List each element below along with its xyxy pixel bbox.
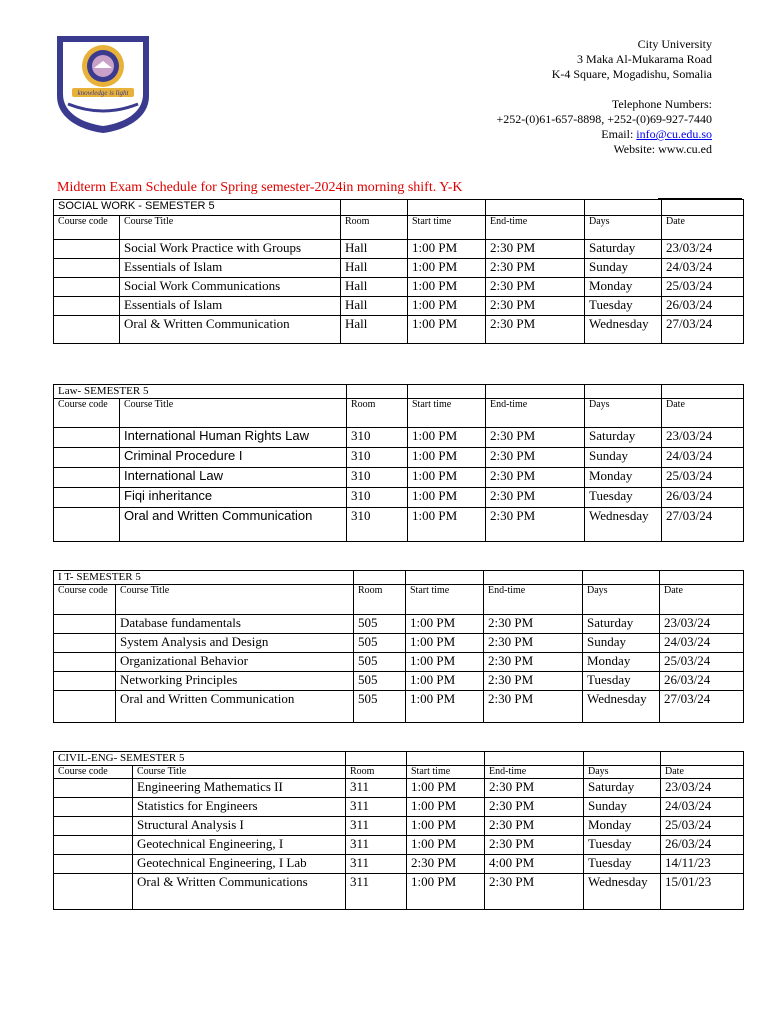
cell-start: 1:00 PM bbox=[408, 297, 486, 316]
cell-start: 1:00 PM bbox=[408, 240, 486, 259]
empty-cell bbox=[406, 571, 484, 585]
course-code-cell bbox=[54, 278, 120, 297]
email-label: Email: bbox=[601, 127, 637, 141]
column-header: End-time bbox=[485, 766, 584, 779]
cell-start: 2:30 PM bbox=[407, 855, 485, 874]
cell-room: Hall bbox=[341, 240, 408, 259]
empty-cell bbox=[354, 571, 406, 585]
cell-date: 27/03/24 bbox=[662, 316, 744, 344]
cell-start: 1:00 PM bbox=[407, 817, 485, 836]
course-code-cell bbox=[54, 653, 116, 672]
cell-title: Essentials of Islam bbox=[120, 259, 341, 278]
cell-date: 23/03/24 bbox=[660, 615, 744, 634]
course-code-cell bbox=[54, 634, 116, 653]
cell-room: Hall bbox=[341, 259, 408, 278]
column-header: Course code bbox=[54, 216, 120, 240]
course-code-cell bbox=[54, 468, 120, 488]
cell-end: 2:30 PM bbox=[485, 817, 584, 836]
cell-room: 505 bbox=[354, 691, 406, 723]
cell-day: Sunday bbox=[583, 634, 660, 653]
cell-day: Monday bbox=[583, 653, 660, 672]
schedule-table bbox=[53, 199, 744, 344]
cell-day: Tuesday bbox=[583, 672, 660, 691]
empty-cell bbox=[485, 752, 584, 766]
empty-cell bbox=[585, 385, 662, 399]
empty-cell bbox=[583, 571, 660, 585]
table-row bbox=[54, 779, 744, 798]
course-code-cell bbox=[54, 615, 116, 634]
cell-end: 2:30 PM bbox=[484, 634, 583, 653]
empty-cell bbox=[408, 200, 486, 216]
cell-end: 2:30 PM bbox=[486, 488, 585, 508]
cell-end: 2:30 PM bbox=[486, 259, 585, 278]
city-address: K-4 Square, Mogadishu, Somalia bbox=[551, 67, 712, 81]
cell-start: 1:00 PM bbox=[408, 278, 486, 297]
cell-start: 1:00 PM bbox=[406, 634, 484, 653]
cell-room: Hall bbox=[341, 316, 408, 344]
column-header: Room bbox=[346, 766, 407, 779]
course-code-cell bbox=[54, 874, 133, 910]
cell-day: Tuesday bbox=[584, 836, 661, 855]
cell-day: Tuesday bbox=[585, 488, 662, 508]
cell-date: 25/03/24 bbox=[662, 468, 744, 488]
table-row bbox=[54, 691, 744, 723]
cell-title: Geotechnical Engineering, I Lab bbox=[133, 855, 346, 874]
table-row bbox=[54, 874, 744, 910]
column-header: End-time bbox=[484, 585, 583, 615]
cell-date: 23/03/24 bbox=[662, 428, 744, 448]
course-code-cell bbox=[54, 488, 120, 508]
cell-room: 310 bbox=[347, 468, 408, 488]
cell-title: Fiqi inheritance bbox=[120, 488, 347, 508]
street-address: 3 Maka Al-Mukarama Road bbox=[577, 52, 712, 66]
email-link[interactable]: info@cu.edu.so bbox=[636, 127, 712, 141]
email-line bbox=[497, 127, 713, 142]
cell-date: 24/03/24 bbox=[661, 798, 744, 817]
cell-date: 23/03/24 bbox=[662, 240, 744, 259]
cell-day: Tuesday bbox=[585, 297, 662, 316]
cell-end: 2:30 PM bbox=[486, 468, 585, 488]
cell-day: Wednesday bbox=[585, 316, 662, 344]
cell-room: 310 bbox=[347, 488, 408, 508]
cell-room: 310 bbox=[347, 428, 408, 448]
cell-end: 2:30 PM bbox=[485, 798, 584, 817]
course-code-cell bbox=[54, 855, 133, 874]
section-title: SOCIAL WORK - SEMESTER 5 bbox=[54, 200, 341, 216]
university-logo bbox=[54, 34, 152, 134]
cell-start: 1:00 PM bbox=[406, 672, 484, 691]
cell-title: Statistics for Engineers bbox=[133, 798, 346, 817]
cell-end: 2:30 PM bbox=[486, 278, 585, 297]
cell-room: 505 bbox=[354, 634, 406, 653]
table-row bbox=[54, 428, 744, 448]
empty-cell bbox=[408, 385, 486, 399]
empty-cell bbox=[584, 752, 661, 766]
cell-title: Oral & Written Communications bbox=[133, 874, 346, 910]
cell-room: 311 bbox=[346, 779, 407, 798]
university-name: City University bbox=[637, 37, 712, 51]
course-code-cell bbox=[54, 508, 120, 542]
cell-day: Monday bbox=[584, 817, 661, 836]
cell-date: 24/03/24 bbox=[660, 634, 744, 653]
column-header: Start time bbox=[407, 766, 485, 779]
empty-cell bbox=[486, 385, 585, 399]
cell-room: 311 bbox=[346, 798, 407, 817]
empty-cell bbox=[347, 385, 408, 399]
cell-title: Organizational Behavior bbox=[116, 653, 354, 672]
course-code-cell bbox=[54, 691, 116, 723]
table-row bbox=[54, 855, 744, 874]
course-code-cell bbox=[54, 672, 116, 691]
column-header: Course Title bbox=[120, 216, 341, 240]
cell-title: Social Work Practice with Groups bbox=[120, 240, 341, 259]
cell-day: Saturday bbox=[585, 240, 662, 259]
cell-title: Networking Principles bbox=[116, 672, 354, 691]
cell-day: Saturday bbox=[583, 615, 660, 634]
course-code-cell bbox=[54, 798, 133, 817]
cell-end: 2:30 PM bbox=[486, 448, 585, 468]
table-row bbox=[54, 615, 744, 634]
cell-end: 2:30 PM bbox=[486, 428, 585, 448]
empty-cell bbox=[660, 571, 744, 585]
cell-date: 26/03/24 bbox=[661, 836, 744, 855]
section-title: CIVIL-ENG- SEMESTER 5 bbox=[54, 752, 346, 766]
schedule-table bbox=[53, 570, 744, 723]
cell-day: Monday bbox=[585, 468, 662, 488]
course-code-cell bbox=[54, 428, 120, 448]
cell-room: 505 bbox=[354, 615, 406, 634]
cell-date: 23/03/24 bbox=[661, 779, 744, 798]
cell-end: 2:30 PM bbox=[485, 836, 584, 855]
empty-cell bbox=[662, 200, 744, 216]
cell-date: 14/11/23 bbox=[661, 855, 744, 874]
cell-date: 26/03/24 bbox=[662, 297, 744, 316]
cell-room: Hall bbox=[341, 297, 408, 316]
cell-date: 26/03/24 bbox=[660, 672, 744, 691]
cell-end: 2:30 PM bbox=[485, 874, 584, 910]
cell-title: Geotechnical Engineering, I bbox=[133, 836, 346, 855]
svg-text:knowledge is light: knowledge is light bbox=[77, 89, 129, 97]
column-header: Date bbox=[660, 585, 744, 615]
cell-end: 2:30 PM bbox=[484, 653, 583, 672]
column-header: Date bbox=[661, 766, 744, 779]
column-header: Start time bbox=[408, 399, 486, 428]
cell-start: 1:00 PM bbox=[408, 316, 486, 344]
cell-date: 25/03/24 bbox=[661, 817, 744, 836]
cell-title: International Law bbox=[120, 468, 347, 488]
cell-start: 1:00 PM bbox=[407, 836, 485, 855]
column-header: Course Title bbox=[120, 399, 347, 428]
section-title: I T- SEMESTER 5 bbox=[54, 571, 354, 585]
course-code-cell bbox=[54, 836, 133, 855]
table-row bbox=[54, 316, 744, 344]
schedule-table bbox=[53, 751, 744, 910]
column-header: Days bbox=[585, 399, 662, 428]
cell-day: Wednesday bbox=[583, 691, 660, 723]
cell-end: 2:30 PM bbox=[484, 615, 583, 634]
university-address bbox=[497, 37, 713, 157]
column-header: Days bbox=[584, 766, 661, 779]
phone-numbers: +252-(0)61-657-8898, +252-(0)69-927-7440 bbox=[496, 112, 712, 126]
cell-start: 1:00 PM bbox=[406, 653, 484, 672]
column-header: Course code bbox=[54, 766, 133, 779]
cell-day: Tuesday bbox=[584, 855, 661, 874]
cell-title: Criminal Procedure I bbox=[120, 448, 347, 468]
cell-room: Hall bbox=[341, 278, 408, 297]
empty-cell bbox=[662, 385, 744, 399]
cell-date: 15/01/23 bbox=[661, 874, 744, 910]
course-code-cell bbox=[54, 817, 133, 836]
cell-room: 310 bbox=[347, 508, 408, 542]
cell-date: 26/03/24 bbox=[662, 488, 744, 508]
empty-cell bbox=[341, 200, 408, 216]
table-row bbox=[54, 278, 744, 297]
website-line: Website: www.cu.ed bbox=[613, 142, 712, 156]
cell-room: 505 bbox=[354, 653, 406, 672]
schedule-heading: Midterm Exam Schedule for Spring semester-2024in morning shift. Y-K bbox=[57, 180, 463, 195]
column-header: Days bbox=[583, 585, 660, 615]
cell-day: Saturday bbox=[584, 779, 661, 798]
cell-start: 1:00 PM bbox=[408, 259, 486, 278]
cell-room: 311 bbox=[346, 874, 407, 910]
cell-start: 1:00 PM bbox=[407, 874, 485, 910]
cell-start: 1:00 PM bbox=[407, 798, 485, 817]
cell-room: 310 bbox=[347, 448, 408, 468]
phones-label: Telephone Numbers: bbox=[611, 97, 712, 111]
cell-room: 311 bbox=[346, 855, 407, 874]
cell-start: 1:00 PM bbox=[406, 615, 484, 634]
cell-start: 1:00 PM bbox=[406, 691, 484, 723]
empty-cell bbox=[407, 752, 485, 766]
column-header: Date bbox=[662, 216, 744, 240]
cell-end: 2:30 PM bbox=[486, 508, 585, 542]
cell-start: 1:00 PM bbox=[408, 448, 486, 468]
table-row bbox=[54, 836, 744, 855]
cell-date: 25/03/24 bbox=[660, 653, 744, 672]
table-row bbox=[54, 798, 744, 817]
column-header: Course code bbox=[54, 399, 120, 428]
cell-date: 27/03/24 bbox=[662, 508, 744, 542]
course-code-cell bbox=[54, 240, 120, 259]
table-row bbox=[54, 297, 744, 316]
cell-end: 2:30 PM bbox=[486, 240, 585, 259]
empty-cell bbox=[484, 571, 583, 585]
cell-title: Oral & Written Communication bbox=[120, 316, 341, 344]
table-row bbox=[54, 259, 744, 278]
cell-end: 2:30 PM bbox=[484, 691, 583, 723]
table-row bbox=[54, 240, 744, 259]
column-header: Course Title bbox=[133, 766, 346, 779]
column-header: Date bbox=[662, 399, 744, 428]
cell-end: 4:00 PM bbox=[485, 855, 584, 874]
cell-day: Monday bbox=[585, 278, 662, 297]
cell-start: 1:00 PM bbox=[408, 428, 486, 448]
course-code-cell bbox=[54, 448, 120, 468]
column-header: Start time bbox=[408, 216, 486, 240]
column-header: Room bbox=[354, 585, 406, 615]
cell-end: 2:30 PM bbox=[486, 297, 585, 316]
column-header: End-time bbox=[486, 216, 585, 240]
cell-start: 1:00 PM bbox=[408, 508, 486, 542]
cell-title: Engineering Mathematics II bbox=[133, 779, 346, 798]
table-row bbox=[54, 488, 744, 508]
cell-title: International Human Rights Law bbox=[120, 428, 347, 448]
cell-end: 2:30 PM bbox=[486, 316, 585, 344]
cell-day: Saturday bbox=[585, 428, 662, 448]
cell-title: Structural Analysis I bbox=[133, 817, 346, 836]
cell-date: 27/03/24 bbox=[660, 691, 744, 723]
cell-end: 2:30 PM bbox=[484, 672, 583, 691]
section-title: Law- SEMESTER 5 bbox=[54, 385, 347, 399]
cell-day: Sunday bbox=[585, 259, 662, 278]
cell-date: 24/03/24 bbox=[662, 448, 744, 468]
column-header: Room bbox=[347, 399, 408, 428]
empty-cell bbox=[346, 752, 407, 766]
table-row bbox=[54, 653, 744, 672]
column-header: Course Title bbox=[116, 585, 354, 615]
cell-start: 1:00 PM bbox=[408, 468, 486, 488]
empty-cell bbox=[661, 752, 744, 766]
course-code-cell bbox=[54, 316, 120, 344]
cell-date: 25/03/24 bbox=[662, 278, 744, 297]
cell-room: 505 bbox=[354, 672, 406, 691]
table-row bbox=[54, 817, 744, 836]
column-header: Course code bbox=[54, 585, 116, 615]
cell-title: Oral and Written Communication bbox=[120, 508, 347, 542]
cell-start: 1:00 PM bbox=[408, 488, 486, 508]
cell-title: Database fundamentals bbox=[116, 615, 354, 634]
course-code-cell bbox=[54, 779, 133, 798]
cell-title: Oral and Written Communication bbox=[116, 691, 354, 723]
column-header: End-time bbox=[486, 399, 585, 428]
cell-title: Essentials of Islam bbox=[120, 297, 341, 316]
cell-day: Wednesday bbox=[585, 508, 662, 542]
cell-title: Social Work Communications bbox=[120, 278, 341, 297]
course-code-cell bbox=[54, 297, 120, 316]
cell-room: 311 bbox=[346, 817, 407, 836]
cell-date: 24/03/24 bbox=[662, 259, 744, 278]
cell-day: Sunday bbox=[585, 448, 662, 468]
table-row bbox=[54, 448, 744, 468]
column-header: Room bbox=[341, 216, 408, 240]
empty-cell bbox=[486, 200, 585, 216]
column-header: Start time bbox=[406, 585, 484, 615]
schedule-table bbox=[53, 384, 744, 542]
column-header: Days bbox=[585, 216, 662, 240]
table-row bbox=[54, 672, 744, 691]
empty-cell bbox=[585, 200, 662, 216]
table-row bbox=[54, 634, 744, 653]
table-row bbox=[54, 468, 744, 488]
cell-end: 2:30 PM bbox=[485, 779, 584, 798]
cell-title: System Analysis and Design bbox=[116, 634, 354, 653]
cell-room: 311 bbox=[346, 836, 407, 855]
course-code-cell bbox=[54, 259, 120, 278]
cell-day: Wednesday bbox=[584, 874, 661, 910]
table-row bbox=[54, 508, 744, 542]
cell-day: Sunday bbox=[584, 798, 661, 817]
cell-start: 1:00 PM bbox=[407, 779, 485, 798]
